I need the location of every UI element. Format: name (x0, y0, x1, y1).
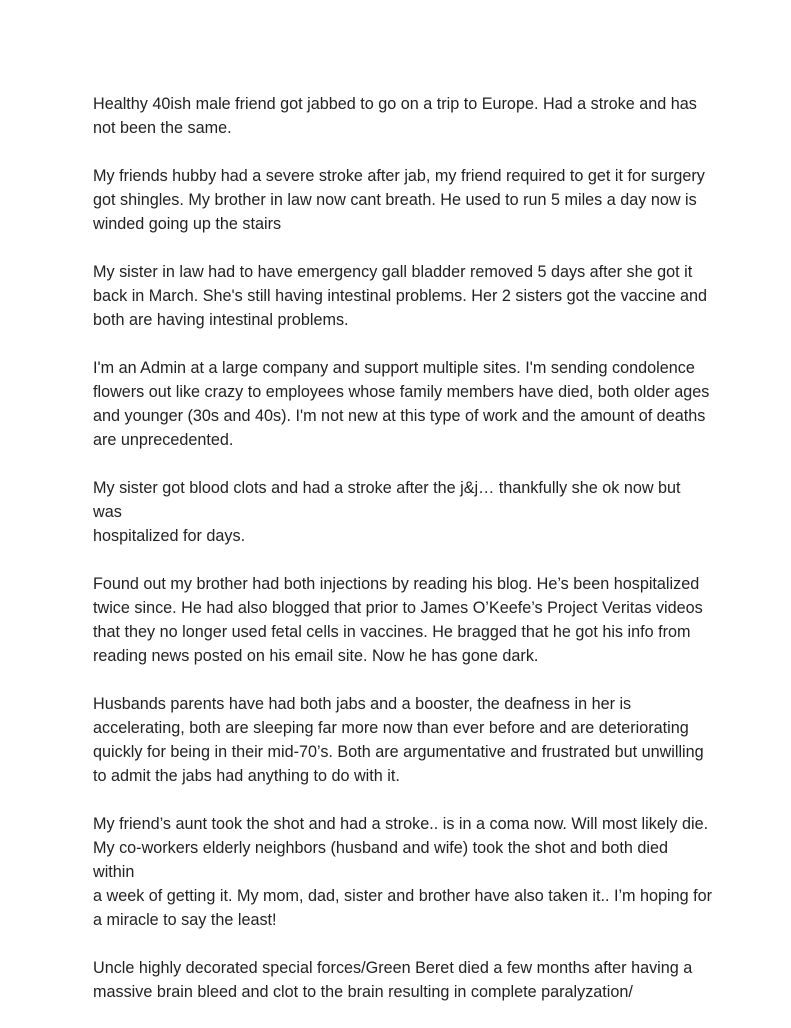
paragraph-2: My friends hubby had a severe stroke after jab, my friend required to get it for surgery got shingles. My brother in law now cant breath. He used to run 5 miles a day now is winded going up the stairs (93, 167, 705, 233)
paragraph-9: Uncle highly decorated special forces/Green Beret died a few months after having a massive brain bleed and clot to the brain resulting in complete paralyzation/ (93, 959, 693, 1001)
paragraph-1: Healthy 40ish male friend got jabbed to go on a trip to Europe. Had a stroke and has not been the same. (93, 95, 697, 137)
paragraph-3: My sister in law had to have emergency gall bladder removed 5 days after she got it back in March. She's still having intestinal problems. Her 2 sisters got the vaccine and both are having intestinal problems. (93, 263, 708, 329)
document-page (93, 92, 713, 1028)
paragraph-8: My friend’s aunt took the shot and had a stroke.. is in a coma now. Will most likely die. My co-workers elderly neighbors (husband and wife) took the shot and both died within a week of getting it. My mom, dad, sister and brother have also taken it.. I’m hoping for a miracle to say the least! (93, 815, 713, 929)
paragraph-6: Found out my brother had both injections by reading his blog. He’s been hospitalized twice since. He had also blogged that prior to James O’Keefe’s Project Veritas videos that they no longer used fetal cells in vaccines. He bragged that he got his info from reading news posted on his email site. Now he has gone dark. (93, 575, 703, 665)
paragraph-7: Husbands parents have had both jabs and a booster, the deafness in her is accelerating, both are sleeping far more now than ever before and are deteriorating quickly for being in their mid-70’s. Both are argumentative and frustrated but unwilling to admit the jabs had anything to do with it. (93, 695, 704, 785)
paragraph-5: My sister got blood clots and had a stroke after the j&j… thankfully she ok now but was hospitalized for days. (93, 479, 681, 545)
paragraph-4: I'm an Admin at a large company and support multiple sites. I'm sending condolence flowers out like crazy to employees whose family members have died, both older ages and younger (30s and 40s). I'm not new at this type of work and the amount of deaths are unprecedented. (93, 359, 710, 449)
